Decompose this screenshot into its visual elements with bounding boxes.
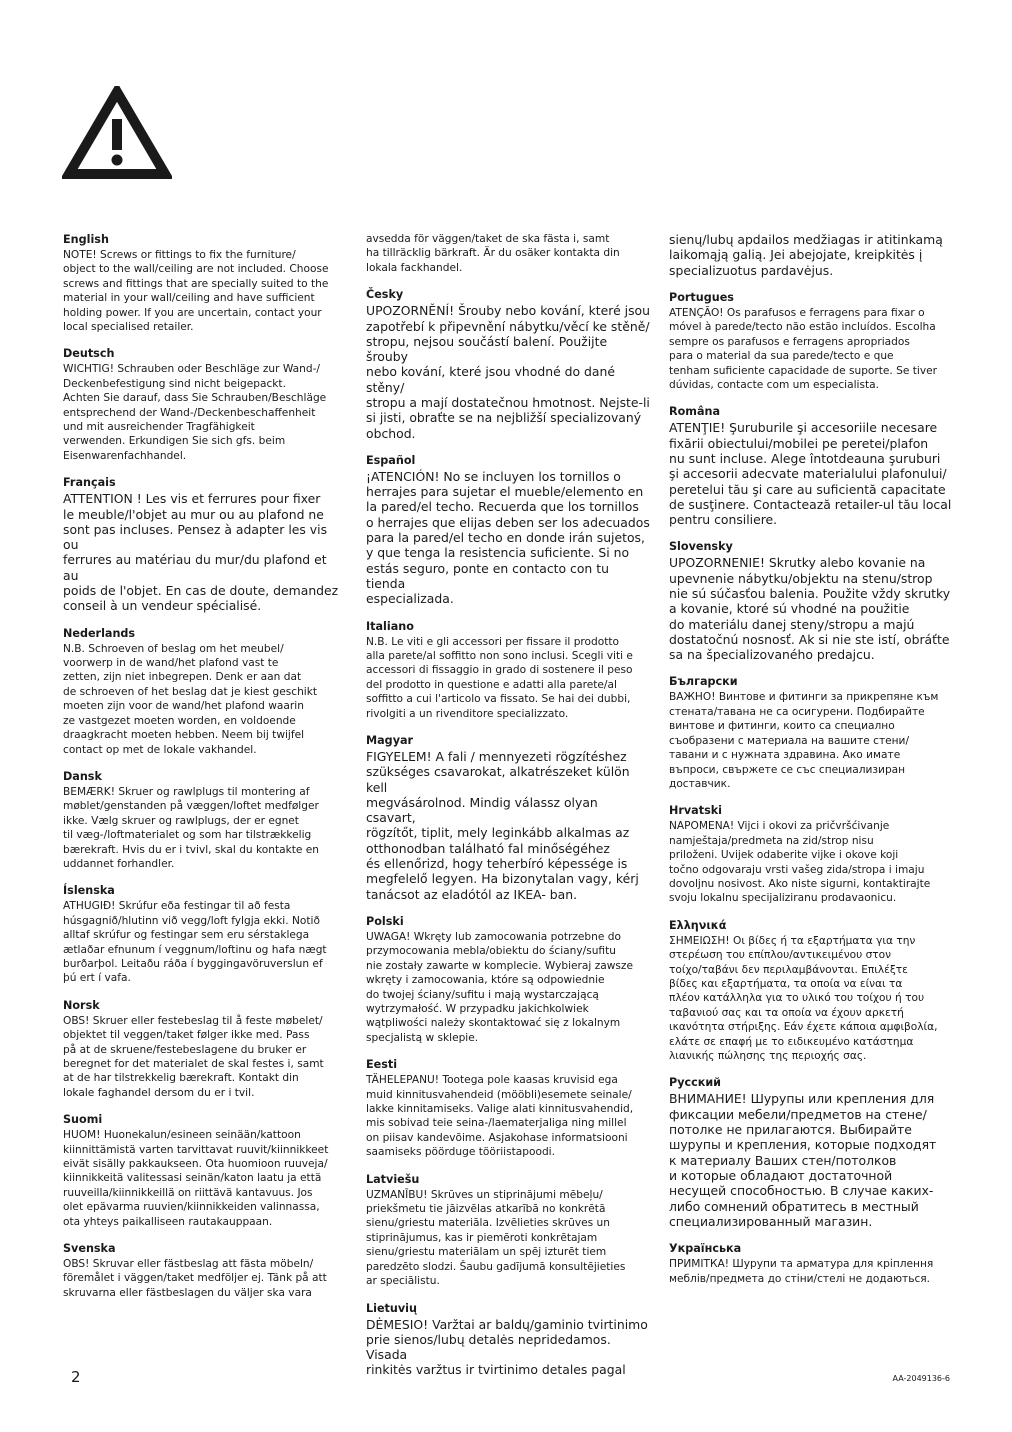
section-italiano xyxy=(366,619,650,721)
warning-text: ATHUGIÐ! Skrúfur eða festingar til að festa húsgagnið/hlutinn við vegg/loft fylgja ekki. Notið alltaf skrúfur og festingar sem eru sérstaklega ætlaðar efnunum í veggnum/loftinu og hafa nægt burðarþol. Leitaðu ráða í byggingavöruverslun ef þú ert í vafa. xyxy=(63,900,327,985)
section-lietuviu-continued xyxy=(669,232,953,278)
warning-text: OBS! Skruer eller festebeslag til å feste møbelet/ objektet til veggen/taket følger ikke med. Pass på at de skruene/festebeslagene du bruker er beregnet for det materialet de skal festes i, samt at de har tilstrekkelig bærekraft. Kontakt din lokale faghandel dersom du er i tvil. xyxy=(63,1014,324,1099)
language-heading: Polski xyxy=(366,914,404,928)
language-heading: Български xyxy=(669,675,738,689)
warning-text: ATENÇÃO! Os parafusos e ferragens para fixar o móvel à parede/tecto não estão incluídos. Escolha sempre os parafusos e ferragens apropriados para o material da sua parede/tecto e que tenham suficiente capacidade de suporte. Se tiver dúvidas, contacte com um especialista. xyxy=(669,306,938,391)
section-ukrainian xyxy=(669,1241,953,1286)
warning-text: N.B. Le viti e gli accessori per fissare il prodotto alla parete/al soffitto non sono inclusi. Scegli viti e accessori di fissaggio in grado di sostenere il peso del prodotto in questione e adatti alla parete/al soffitto a cui l'articolo va fissato. Se hai dei dubbi, rivolgiti a un rivenditore specializzato. xyxy=(366,635,633,720)
warning-text: WICHTIG! Schrauben oder Beschläge zur Wand-/ Deckenbefestigung sind nicht beigepackt. Achten Sie darauf, dass Sie Schrauben/Beschläge entsprechend der Wand-/Deckenbeschaffenheit und mit ausreichender Tragfähigkeit verwenden. Erkundigen Sie sich gfs. beim Eisenwarenfachhandel. xyxy=(63,363,327,462)
language-heading: Česky xyxy=(366,288,404,302)
section-suomi xyxy=(63,1112,345,1229)
page-number: 2 xyxy=(71,1368,81,1386)
section-dansk xyxy=(63,769,345,871)
language-heading: Français xyxy=(63,476,116,490)
language-heading: Dansk xyxy=(63,769,102,783)
section-espanol xyxy=(366,453,650,607)
language-heading: Deutsch xyxy=(63,347,115,361)
language-heading: Nederlands xyxy=(63,626,136,640)
language-heading: Українська xyxy=(669,1242,742,1256)
language-heading: Româna xyxy=(669,405,721,419)
column-2 xyxy=(366,232,650,1390)
language-heading: Slovensky xyxy=(669,540,733,554)
section-svenska-continued xyxy=(366,232,650,275)
language-heading: Hrvatski xyxy=(669,804,723,818)
warning-text: FIGYELEM! A fali / mennyezeti rögzítéshez szükséges csavarokat, alkatrészeket külön kell megvásárolnod. Mindig válassz olyan csavart, rögzítőt, tiplit, mely leginkább alkalmas az otthonodban található fal minőségéhez és ellenőrizd, hogy teherbíró képessége is megfelelő legyen. Ha bizonytalan vagy, kérj tanácsot az eladótól az IKEA- ban. xyxy=(366,749,639,902)
section-deutsch xyxy=(63,346,345,463)
section-latviesu xyxy=(366,1172,650,1289)
language-heading: Eesti xyxy=(366,1058,398,1072)
section-nederlands xyxy=(63,626,345,757)
warning-text: ПРИМІТКА! Шурупи та арматура для кріплення меблів/предмета до стіни/стелі не додаються. xyxy=(669,1258,934,1285)
language-heading: Magyar xyxy=(366,734,414,747)
language-heading: Portugues xyxy=(669,290,734,304)
language-heading: Suomi xyxy=(63,1113,103,1127)
warning-text: TÄHELEPANU! Tootega pole kaasas kruvisid ega muid kinnitusvahendeid (mööbli)esemete seinale/ lakke kinnitamiseks. Valige alati kinnitusvahendid, mis sobivad teie seina-/laematerjaliga ning millel on piisav kandevõime. Asjakohase informatsiooni saamiseks pöörduge tööriistapoodi. xyxy=(366,1074,634,1159)
language-heading: Íslenska xyxy=(63,884,115,898)
section-islenska xyxy=(63,883,345,985)
warning-text: UWAGA! Wkręty lub zamocowania potrzebne do przymocowania mebla/obiektu do ściany/sufitu nie zostały zawarte w komplecie. Wybieraj zawsze wkręty i zamocowania, które są odpowiednie do twojej ściany/sufitu i mają wystarczającą wytrzymałość. W przypadku jakichkolwiek wątpliwości należy skontaktować się z lokalnym specjalistą w sklepie. xyxy=(366,930,634,1044)
column-3 xyxy=(669,232,953,1298)
warning-triangle-icon xyxy=(62,86,172,180)
warning-text: ATTENTION ! Les vis et ferrures pour fixer le meuble/l'objet au mur ou au plafond ne sont pas incluses. Pensez à adapter les vis ou ferrures au matériau du mur/du plafond et au poids de l'objet. En cas de doute, demandez conseil à un vendeur spécialisé. xyxy=(63,491,339,614)
language-heading: Italiano xyxy=(366,619,414,633)
warning-text: UPOZORNENIE! Skrutky alebo kovanie na upevnenie nábytku/objektu na stenu/strop nie sú súčasťou balenia. Použite vždy skrutky a kovanie, ktoré sú vhodné na použitie do materiálu danej steny/stropu a majú dostatočnú nosnosť. Ak si nie ste istí, obráťte sa na špecializovaného predajcu. xyxy=(669,555,951,663)
section-lietuviu xyxy=(366,1301,650,1378)
warning-text: NAPOMENA! Vijci i okovi za pričvršćivanje namještaja/predmeta na zid/strop nisu priloženi. Uvijek odaberite vijke i okove koji točno odgovaraju vrsti vašeg zida/stropa i imaju dovoljnu nosivost. Ako niste sigurni, kontaktirajte svoju lokalnu specijaliziranu prodavaonicu. xyxy=(669,820,931,905)
language-heading: Español xyxy=(366,453,416,467)
language-heading: Svenska xyxy=(63,1242,116,1256)
warning-text: ВНИМАНИЕ! Шурупы или крепления для фиксации мебели/предметов на стене/ потолке не прилагаются. Выбирайте шурупы и крепления, которые подходят к материалу Ваших стен/потолков и которые обладают достаточной несущей способностью. В случае каких- либо сомнений обратитесь в местный специализированный магазин. xyxy=(669,1091,937,1229)
section-bulgarian xyxy=(669,674,953,791)
section-norsk xyxy=(63,998,345,1100)
warning-text: HUOM! Huonekalun/esineen seinään/kattoon kiinnittämistä varten tarvittavat ruuvit/kiinnikkeet eivät sisälly pakkaukseen. Ota huomioon ruuveja/ kiinnikkeitä valitessasi seinän/katon laatu ja että ruuveilla/kiinnikkeillä on riittävä kantavuus. Jos olet epävarma ruuvien/kiinnikkeiden valinnassa, ota yhteys paikalliseen rautakauppaan. xyxy=(63,1129,329,1228)
section-eesti xyxy=(366,1057,650,1159)
section-magyar xyxy=(366,733,650,902)
section-romana xyxy=(669,404,953,527)
warning-text: UPOZORNĚNÍ! Šrouby nebo kování, které jsou zapotřebí k připevnění nábytku/věcí ke stěně/ stropu, nejsou součástí balení. Použijte šrouby nebo kování, které jsou vhodné do dané stěny/ stropu a mají dostatečnou hmotnost. Nejste-li si jisti, obraťte se na nejbližší specializovaný obchod. xyxy=(366,303,650,441)
warning-text: N.B. Schroeven of beslag om het meubel/ voorwerp in de wand/het plafond vast te zetten, zijn niet inbegrepen. Denk er aan dat de schroeven of het beslag dat je kiest geschikt moeten zijn voor de wand/het plafond waarin ze vastgezet moeten worden, en voldoende draagkracht moeten hebben. Neem bij twijfel contact op met de lokale vakhandel. xyxy=(63,642,318,756)
warning-text: OBS! Skruvar eller fästbeslag att fästa möbeln/ föremålet i väggen/taket medföljer ej. Tänk på att skruvarna eller fästbeslagen du väljer ska vara xyxy=(63,1258,327,1299)
section-polski xyxy=(366,914,650,1045)
language-heading: English xyxy=(63,233,109,246)
warning-text: ¡ATENCIÓN! No se incluyen los tornillos o herrajes para sujetar el mueble/elemento en la pared/el techo. Recuerda que los tornillos o herrajes que elijas deben ser los adecuados para la pared/el techo en donde irán sujetos, y que tenga la resistencia suficiente. Si no estás seguro, ponte en contacto con tu tienda especializada. xyxy=(366,468,650,607)
section-cesky xyxy=(366,287,650,441)
section-slovensky xyxy=(669,539,953,662)
language-heading: Ελληνικά xyxy=(669,918,727,932)
section-francais xyxy=(63,475,345,613)
warning-text: BEMÆRK! Skruer og rawlplugs til montering af møblet/genstanden på væggen/loftet medfølger ikke. Vælg skruer og rawlplugs, der er egnet til væg-/loftmaterialet og som har tilstrækkelig bærekraft. Hvis du er i tvivl, skal du kontakte en uddannet forhandler. xyxy=(63,785,319,870)
document-code: AA-2049136-6 xyxy=(892,1374,950,1383)
warning-text: DĖMESIO! Varžtai ar baldų/gaminio tvirtinimo prie sienos/lubų detalės nepridedamos. Visada rinkitės varžtus ir tvirtinimo detales pagal xyxy=(366,1316,648,1378)
section-english xyxy=(63,232,345,334)
warning-text: UZMANĪBU! Skrūves un stiprinājumi mēbeļu/ priekšmetu tie jāizvēlas atkarībā no konkrētā sienu/griestu materiāla. Izvēlieties skrūves un stiprinājumus, kas ir piemēroti konkrētajam sienu/griestu materiālam un spēj izturēt tiem paredzēto slodzi. Šaubu gadījumā konsultējieties ar speciālistu. xyxy=(366,1188,626,1288)
section-hrvatski xyxy=(669,803,953,905)
warning-text: ATENŢIE! Şuruburile şi accesoriile necesare fixării obiectului/mobilei pe peretei/plafon nu sunt incluse. Alege întotdeauna şuruburi şi accesorii adecvate materialului plafonului/ peretelui tău şi care au suficientă capacitate de susţinere. Contactează retailer-ul tău local pentru consiliere. xyxy=(669,420,952,528)
language-heading: Norsk xyxy=(63,998,100,1012)
column-1 xyxy=(63,232,345,1312)
section-russian xyxy=(669,1075,953,1229)
warning-text: ВАЖНО! Винтове и фитинги за прикрепяне към стената/тавана не са осигурени. Подбирайте винтове и фитинги, които са специално съобразени с материала на вашите стени/ тавани и с нужната здравина. Ако имате въпроси, свържете се със специализиран доставчик. xyxy=(669,691,939,790)
section-svenska xyxy=(63,1241,345,1300)
warning-text-continued: sienų/lubų apdailos medžiagas ir atitinkamą laikomąją galią. Jei abejojate, kreipkitės į specializuotus pardavėjus. xyxy=(669,232,943,278)
warning-text: ΣΗΜΕΙΩΣΗ! Οι βίδες ή τα εξαρτήματα για την στερέωση του επίπλου/αντικειμένου στον τοίχο/ταβάνι δεν περιλαμβάνονται. Επιλέξτε βίδες και εξαρτήματα, τα οποία να είναι τα πλέον κατάλληλα για το υλικό του τοίχου ή του ταβανιού σας και τα οποία να έχουν αρκετή ικανότητα στήριξης. Εάν έχετε κάποια αμφιβολία, ελάτε σε επαφή με το ειδικευμένο κατάστημα λιανικής πώλησης της περιοχής σας. xyxy=(669,934,938,1063)
language-heading: Русский xyxy=(669,1076,722,1090)
language-heading: Latviešu xyxy=(366,1172,420,1186)
section-greek xyxy=(669,918,953,1064)
warning-text: NOTE! Screws or fittings to fix the furniture/ object to the wall/ceiling are not included. Choose screws and fittings that are specially suited to the material in your wall/ceiling and have sufficient holding power. If you are uncertain, contact your local specialised retailer. xyxy=(63,249,329,334)
language-heading: Lietuvių xyxy=(366,1301,417,1315)
section-portugues xyxy=(669,290,953,392)
warning-text-continued: avsedda för väggen/taket de ska fästa i, samt ha tillräcklig bärkraft. Är du osäker kontakta din lokala fackhandel. xyxy=(366,233,620,274)
